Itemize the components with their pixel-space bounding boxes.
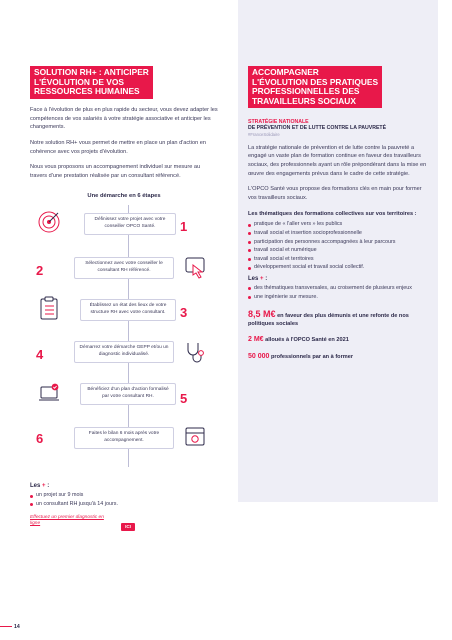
right-plus-sign: + <box>260 275 264 282</box>
ici-button[interactable]: ICI <box>121 523 135 531</box>
stat-opco <box>248 336 428 345</box>
laptop-check-icon <box>36 381 62 412</box>
left-plus-label: Les <box>30 483 41 490</box>
target-person-icon <box>36 209 62 240</box>
list-item: travail social et numérique <box>248 246 428 255</box>
strategy-title: DE PRÉVENTION ET DE LUTTE CONTRE LA PAUVRETÉ <box>248 124 387 131</box>
stat-funding-text: en faveur des plus démunis et une refonte de nos politiques sociales <box>248 313 409 327</box>
strategy-label: STRATÉGIE NATIONALE <box>248 118 309 125</box>
left-plus-sign: + <box>42 483 46 490</box>
stethoscope-icon <box>182 339 208 370</box>
list-item: travail social et insertion socioprofessionnelle <box>248 229 428 238</box>
step-5-box <box>80 383 176 404</box>
online-diagnostic-link[interactable]: Effectuez un premier diagnostic en ligne <box>30 514 104 526</box>
step-6-number: 6 <box>36 431 44 447</box>
left-title-line-3: RESSOURCES HUMAINES <box>34 86 140 97</box>
left-plus-list <box>30 491 218 508</box>
step-5-number: 5 <box>180 391 188 407</box>
list-item: un projet sur 9 mois <box>30 491 218 500</box>
step-2-text: Sélectionnez avec votre conseiller le consultant RH référencé. <box>85 261 163 273</box>
list-item: une ingénierie sur mesure. <box>248 293 428 302</box>
step-1-text: Définissez votre projet avec votre conseiller OPCO Santé. <box>94 217 166 229</box>
list-item: participation des personnes accompagnées à leur parcours <box>248 238 428 247</box>
clipboard-icon <box>36 295 62 326</box>
left-column <box>22 54 226 584</box>
step-1-box <box>84 213 176 234</box>
step-3-box <box>80 299 176 320</box>
right-paragraph-2: L'OPCO Santé vous propose des formations clés en main pour former vos travailleurs sociaux. <box>248 186 422 201</box>
right-plus-label: Les <box>248 275 259 282</box>
step-6-text: Faites le bilan 6 mois après votre accompagnement. <box>88 431 160 443</box>
step-4-text: Démarrez votre démarche GEPP et/ou un diagnostic individualisé. <box>79 345 169 357</box>
list-item: pratique de « l'aller vers » les publics <box>248 220 428 229</box>
right-plus-heading <box>248 276 428 282</box>
right-title-line-1: ACCOMPAGNER <box>252 67 319 77</box>
left-paragraph-2: Notre solution RH+ vous permet de mettre en place un plan d'action en cohérence avec vos projets d'évolution. <box>30 139 206 155</box>
left-paragraph-3: Nous vous proposons un accompagnement individuel sur mesure au travers d'une prestation réalisée par un consultant référencé. <box>30 164 201 179</box>
step-4-box <box>74 341 174 362</box>
step-2-box <box>74 257 174 278</box>
step-4-number: 4 <box>36 347 44 363</box>
calendar-icon <box>182 423 208 454</box>
left-title-line-2: L'ÉVOLUTION DE VOS <box>34 76 124 87</box>
right-title-line-3: PROFESSIONNELLES DES <box>252 86 360 97</box>
stat-funding <box>248 311 428 328</box>
footer-accent-line <box>0 626 12 627</box>
right-paragraph-1: La stratégie nationale de prévention et de lutte contre la pauvreté a engagé un vaste plan de formation continue en faveur des travailleurs sociaux, des professionnels ayant un rôle prépondérant dans la mise en œuvre des engagements prévus dans le cadre de cette stratégie. <box>248 144 427 177</box>
left-title <box>30 66 153 99</box>
stat-professionals-text: professionnels par an à former <box>269 353 354 360</box>
left-paragraph-1: Face à l'évolution de plus en plus rapide du secteur, vous devez adapter les compétences de vos salariés à votre stratégie associative et anticiper les changements. <box>30 107 218 131</box>
step-5-text: Bénéficiez d'un plan d'action formalisé par votre consultant RH. <box>87 387 169 399</box>
themes-list <box>248 220 428 272</box>
right-title-line-2: L'ÉVOLUTION DES PRATIQUES <box>252 76 379 87</box>
step-3-text: Établissez un état des lieux de votre structure RH avec votre consultant. <box>89 303 167 315</box>
right-title-line-4: TRAVAILLEURS SOCIAUX <box>252 95 356 106</box>
hand-pointer-icon <box>182 255 208 286</box>
steps-diagram <box>30 205 218 473</box>
step-2-number: 2 <box>36 263 44 279</box>
right-top-band <box>238 0 438 54</box>
stat-professionals-value: 50 000 <box>248 352 270 360</box>
right-column <box>238 54 438 502</box>
page-number: 14 <box>14 624 20 630</box>
left-plus-colon: : <box>45 483 50 490</box>
right-title <box>248 66 382 108</box>
stat-professionals <box>248 353 428 362</box>
right-plus-list <box>248 284 428 301</box>
list-item: développement social et travail social collectif. <box>248 263 428 272</box>
left-plus-heading <box>30 483 218 489</box>
list-item: travail social et territoires <box>248 255 428 264</box>
right-plus-colon: : <box>263 275 268 282</box>
steps-title: Une démarche en 6 étapes <box>87 193 161 200</box>
hashtag: #FranceSolidaire <box>248 131 280 137</box>
step-6-box <box>74 427 174 448</box>
stat-funding-value: 8,5 M€ <box>248 309 276 320</box>
step-3-number: 3 <box>180 305 188 321</box>
stat-opco-text: alloués à l'OPCO Santé en 2021 <box>263 337 349 344</box>
list-item: des thématiques transversales, au croisement de plusieurs enjeux <box>248 284 428 293</box>
left-title-line-1: SOLUTION RH+ : ANTICIPER <box>34 67 149 77</box>
list-item: un consultant RH jusqu'à 14 jours. <box>30 500 218 509</box>
step-1-number: 1 <box>180 219 188 235</box>
stat-opco-value: 2 M€ <box>248 336 264 344</box>
themes-title: Les thématiques des formations collectives sur vos territoires : <box>248 211 417 218</box>
